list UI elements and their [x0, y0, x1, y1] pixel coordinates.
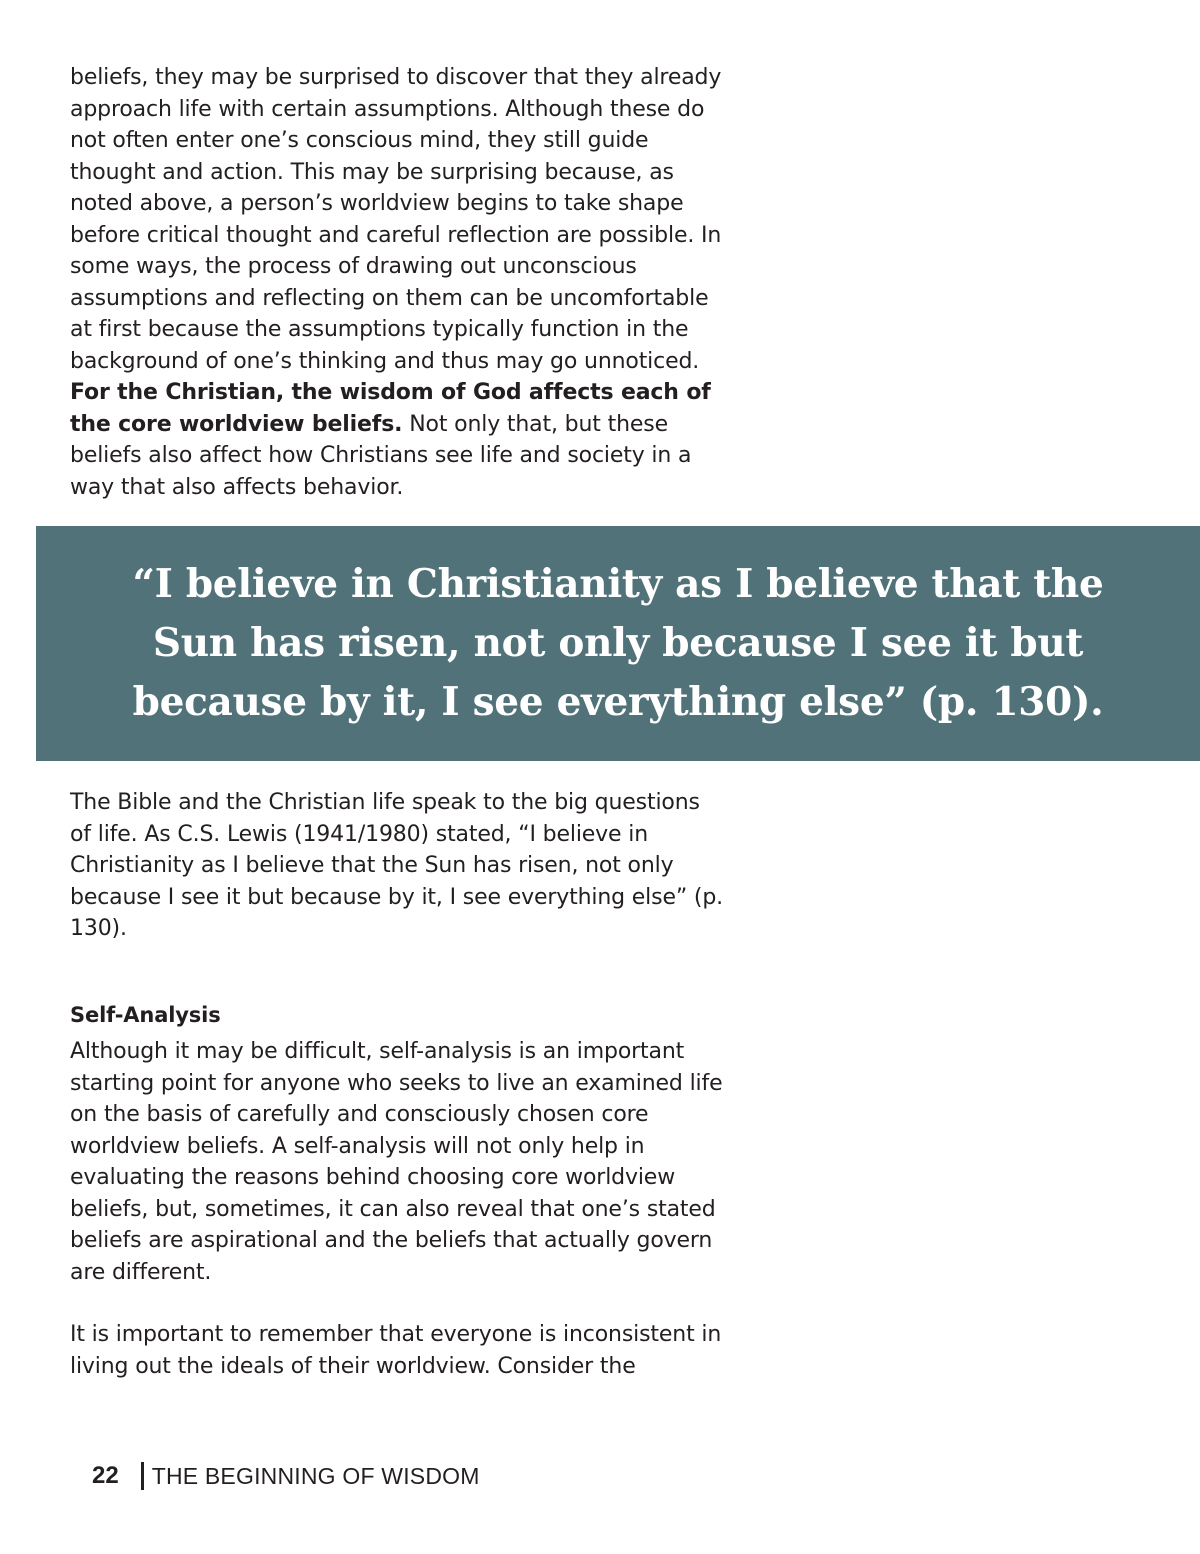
body-paragraph-inconsistent: [70, 1319, 725, 1382]
body-paragraph-bible: [70, 787, 725, 945]
body-paragraph-self-analysis: [70, 1036, 725, 1288]
page-footer: [92, 1460, 480, 1492]
book-title: THE BEGINNING OF WISDOM: [151, 1462, 480, 1489]
pull-quote-banner: [36, 526, 1200, 761]
paragraph-text: The Bible and the Christian life speak to the big questions of life. As C.S. Lewis (1941/1980) stated, “I believe in Christianity as I believe that the Sun has risen, not only because I see it but because by it, I see everything else” (p. 130).: [70, 790, 724, 941]
bold-statement: For the Christian, the wisdom of God affects each of the core worldview beliefs.: [70, 380, 711, 437]
section-heading: Self-Analysis: [70, 1003, 221, 1027]
paragraph-text: beliefs, they may be surprised to discover that they already approach life with certain assumptions. Although these do not often enter one’s conscious mind, they still guide thought and action. This may be surprising because, as noted above, a person’s worldview begins to take shape before critical thought and careful reflection are possible. In some ways, the process of drawing out unconscious assumptions and reflecting on them can be uncomfortable at first because the assumptions typically function in the background of one’s thinking and thus may go unnoticed.: [70, 65, 722, 374]
page-number: 22: [92, 1462, 119, 1489]
paragraph-text: Although it may be difficult, self-analysis is an important starting point for anyone who seeks to live an examined life on the basis of carefully and consciously chosen core worldview beliefs. A self-analysis will not only help in evaluating the reasons behind choosing core worldview beliefs, but, sometimes, it can also reveal that one’s stated beliefs are aspirational and the beliefs that actually govern are different.: [70, 1039, 723, 1285]
body-paragraph-intro: [70, 62, 725, 503]
pull-quote-text: “I believe in Christianity as I believe that the Sun has risen, not only because I see it but because by it, I see everything else” (p. 130).: [132, 561, 1104, 725]
paragraph-text-continued: Not only that, but these beliefs also affect how Christians see life and society in a way that also affects behavior.: [70, 411, 692, 500]
paragraph-text: It is important to remember that everyone is inconsistent in living out the ideals of their worldview. Consider the: [70, 1322, 722, 1379]
footer-divider: [141, 1462, 144, 1490]
